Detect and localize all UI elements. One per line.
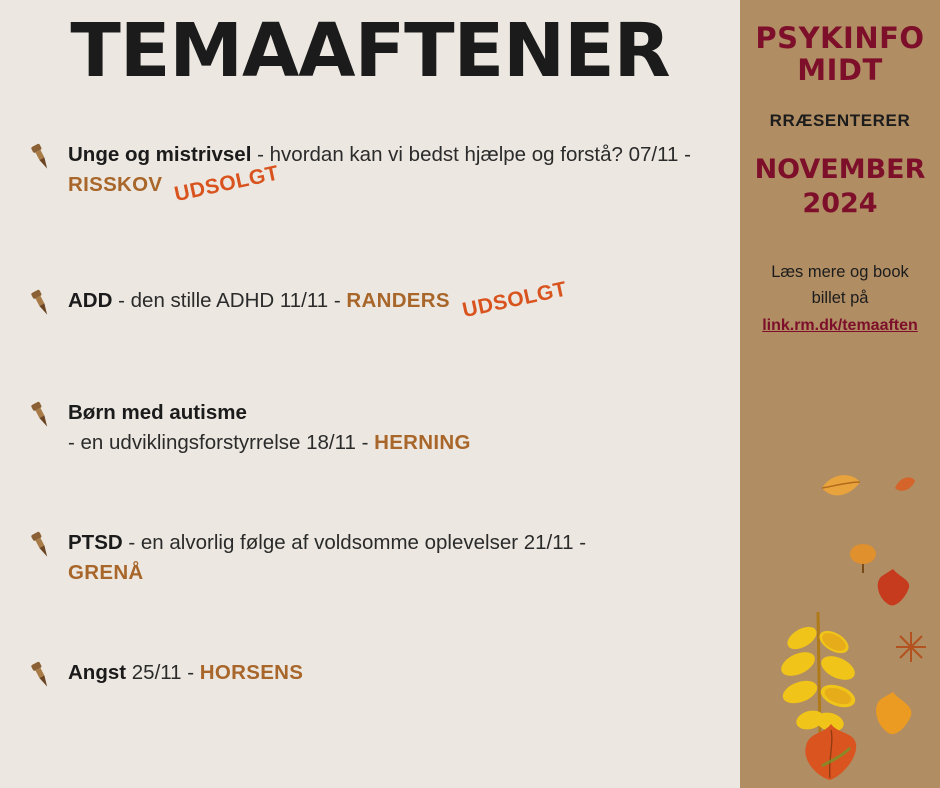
- event-body: - hvordan kan vi bedst hjælpe og forstå? 07/11 -: [251, 143, 691, 166]
- event-city: HORSENS: [199, 661, 304, 684]
- event-lead: ADD: [68, 289, 113, 312]
- month-label: NOVEMBER: [754, 153, 926, 185]
- event-lead: Angst: [68, 661, 127, 684]
- status-badge: UDSOLGT: [460, 277, 569, 323]
- booking-info: [740, 260, 940, 338]
- presents-label: RRÆSENTERER: [769, 110, 911, 130]
- event-text: [68, 277, 740, 323]
- year-label: 2024: [802, 187, 878, 219]
- leaf-icon: [818, 468, 864, 508]
- leaf-icon: [870, 566, 916, 612]
- booking-line-2: billet på: [811, 289, 869, 307]
- pushpin-icon: [26, 660, 56, 690]
- event-city: RISSKOV: [68, 173, 163, 196]
- event-text: [68, 658, 740, 688]
- month-year: [740, 153, 940, 221]
- brand-name: [740, 22, 940, 87]
- event-city: HERNING: [374, 431, 471, 454]
- event-city: GRENÅ: [68, 561, 144, 584]
- event-lead: Unge og mistrivsel: [68, 143, 252, 166]
- leaf-icon: [798, 722, 864, 784]
- list-item[interactable]: [0, 277, 740, 323]
- pushpin-icon: [26, 400, 56, 430]
- brand-line-2: MIDT: [797, 53, 883, 88]
- leaf-icon: [868, 690, 918, 740]
- event-body: - en alvorlig følge af voldsomme oplevelser 21/11 -: [122, 531, 587, 554]
- event-city: RANDERS: [346, 289, 450, 312]
- leaf-icon: [894, 630, 928, 664]
- page-title: TEMAAFTENER: [70, 8, 670, 94]
- list-item[interactable]: [0, 658, 740, 688]
- event-body: 25/11 -: [126, 661, 200, 684]
- booking-link[interactable]: link.rm.dk/temaaften: [762, 316, 918, 334]
- poster-sidebar: [740, 0, 940, 788]
- event-body: - den stille ADHD 11/11 -: [112, 289, 347, 312]
- event-lead: PTSD: [68, 531, 123, 554]
- list-item[interactable]: [0, 528, 740, 588]
- pushpin-icon: [26, 142, 56, 172]
- list-item[interactable]: [0, 398, 740, 458]
- brand-line-1: PSYKINFO: [755, 21, 925, 55]
- event-text: [68, 528, 740, 588]
- event-body: - en udviklingsforstyrrelse 18/11 -: [68, 431, 375, 454]
- event-lead: Børn med autisme: [68, 401, 247, 424]
- event-text: [68, 140, 740, 207]
- leaf-icon: [892, 472, 918, 498]
- event-text: [68, 398, 740, 458]
- list-item[interactable]: [0, 140, 740, 207]
- status-badge: UDSOLGT: [172, 161, 282, 207]
- pushpin-icon: [26, 530, 56, 560]
- leaf-icon: [770, 608, 866, 740]
- booking-line-1: Læs mere og book: [771, 263, 909, 282]
- pushpin-icon: [26, 288, 56, 318]
- event-list: [0, 140, 740, 688]
